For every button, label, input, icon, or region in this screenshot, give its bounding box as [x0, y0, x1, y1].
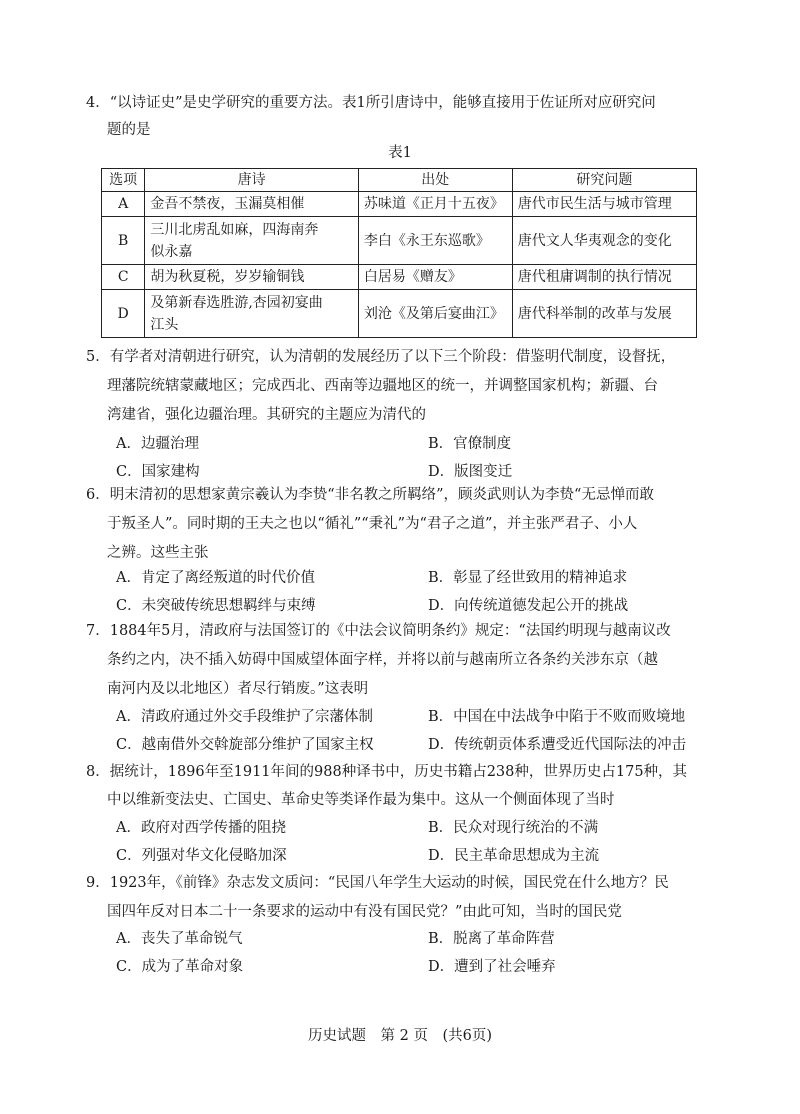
row-option: D — [102, 290, 145, 338]
q8-option-b[interactable]: B．民众对现行统治的不满 — [428, 820, 599, 836]
row-source: 李白《永王东巡歌》 — [358, 217, 512, 265]
q9-stem-line2: 国四年反对日本二十一条要求的运动中有没有国民党？”由此可知，当时的国民党 — [107, 904, 622, 920]
q5-option-a[interactable]: A．边疆治理 — [116, 436, 199, 452]
q4-stem-line2: 题的是 — [107, 122, 151, 138]
row-source: 刘沧《及第后宴曲江》 — [358, 290, 512, 338]
table-row — [102, 290, 697, 338]
poem-line: 胡为秋夏税，岁岁输铜钱 — [150, 269, 305, 285]
q6-option-a[interactable]: A．肯定了离经叛道的时代价值 — [116, 570, 315, 586]
row-issue: 唐代科举制的改革与发展 — [512, 290, 696, 338]
q5-stem-line3: 湾建省，强化边疆治理。其研究的主题应为清代的 — [107, 407, 426, 423]
q8-option-d[interactable]: D．民主革命思想成为主流 — [428, 848, 600, 864]
q7-option-c[interactable]: C．越南借外交斡旋部分维护了国家主权 — [116, 737, 374, 753]
q9-option-b[interactable]: B．脱离了革命阵营 — [428, 931, 555, 947]
table-header-row — [102, 169, 697, 192]
q9-stem-line1: 9．1923年，《前锋》杂志发文质问：“民国八年学生大运动的时候，国民党在什么地方？民 — [86, 875, 669, 891]
q6-option-d[interactable]: D．向传统道德发起公开的挑战 — [428, 598, 629, 614]
row-option: B — [102, 217, 145, 265]
q8-option-c[interactable]: C．列强对华文化侵略加深 — [116, 848, 287, 864]
q7-stem-line1: 7．1884年5月，清政府与法国签订的《中法会议简明条约》规定：“法国约明现与越南议改 — [86, 623, 671, 639]
row-poem — [145, 265, 359, 290]
poem-line: 似永嘉 — [150, 243, 193, 260]
q6-option-b[interactable]: B．彰显了经世致用的精神追求 — [428, 570, 628, 586]
row-source: 苏味道《正月十五夜》 — [358, 192, 512, 217]
q7-stem-line3: 南河内及以北地区）者尽行销废。”这表明 — [107, 681, 369, 697]
q6-stem-line3: 之辨。这些主张 — [107, 545, 209, 561]
q7-option-d[interactable]: D．传统朝贡体系遭受近代国际法的冲击 — [428, 737, 687, 753]
q9-option-a[interactable]: A．丧失了革命锐气 — [116, 931, 243, 947]
table-header: 研究问题 — [512, 169, 696, 192]
q8-stem-line1: 8．据统计，1896年至1911年间的988种译书中，历史书籍占238种，世界历史占175种，其 — [86, 764, 688, 780]
q9-option-c[interactable]: C．成为了革命对象 — [116, 959, 244, 975]
q8-option-a[interactable]: A．政府对西学传播的阻挠 — [116, 820, 286, 836]
q4-stem-line1: 4．“以诗证史”是史学研究的重要方法。表1所引唐诗中，能够直接用于佐证所对应研究问 — [86, 95, 656, 111]
poem-line: 三川北虏乱如麻，四海南奔 — [150, 221, 319, 238]
q5-option-c[interactable]: C．国家建构 — [116, 464, 200, 480]
q6-stem-line1: 6．明末清初的思想家黄宗羲认为李贽“非名教之所羁络”，顾炎武则认为李贽“无忌惮而敢 — [86, 487, 654, 503]
row-issue: 唐代文人华夷观念的变化 — [512, 217, 696, 265]
q6-stem-line2: 于叛圣人”。同时期的王夫之也以“循礼”“秉礼”为“君子之道”，并主张严君子、小人 — [107, 516, 638, 532]
table-row — [102, 192, 697, 217]
q9-option-d[interactable]: D．遭到了社会唾弃 — [428, 959, 556, 975]
row-poem — [145, 290, 359, 338]
table-header: 唐诗 — [145, 169, 359, 192]
page-footer: 历史试题 第 2 页 (共6页) — [308, 1028, 492, 1044]
q6-option-c[interactable]: C．未突破传统思想羁绊与束缚 — [116, 598, 316, 614]
row-poem — [145, 192, 359, 217]
row-option: C — [102, 265, 145, 290]
poem-line: 金吾不禁夜，玉漏莫相催 — [150, 196, 305, 212]
table-header: 选项 — [102, 169, 145, 192]
row-issue: 唐代市民生活与城市管理 — [512, 192, 696, 217]
poem-line: 及第新春选胜游,杏园初宴曲 — [150, 294, 323, 311]
table-row — [102, 265, 697, 290]
q7-stem-line2: 条约之内，决不插入妨碍中国威望体面字样，并将以前与越南所立各条约关涉东京（越 — [107, 652, 658, 668]
q5-option-b[interactable]: B．官僚制度 — [428, 436, 512, 452]
q8-stem-line2: 中以维新变法史、亡国史、革命史等类译作最为集中。这从一个侧面体现了当时 — [107, 792, 615, 808]
q5-option-d[interactable]: D．版图变迁 — [428, 464, 513, 480]
table-caption: 表1 — [388, 145, 412, 161]
tang-poem-table — [101, 168, 697, 338]
table-header: 出处 — [358, 169, 512, 192]
row-poem — [145, 217, 359, 265]
q7-option-a[interactable]: A．清政府通过外交手段维护了宗藩体制 — [116, 709, 373, 725]
q7-option-b[interactable]: B．中国在中法战争中陷于不败而败境地 — [428, 709, 686, 725]
row-issue: 唐代租庸调制的执行情况 — [512, 265, 696, 290]
row-option: A — [102, 192, 145, 217]
q5-stem-line2: 理藩院统辖蒙藏地区；完成西北、西南等边疆地区的统一，并调整国家机构；新疆、台 — [107, 378, 658, 394]
table-row — [102, 217, 697, 265]
poem-line: 江头 — [150, 316, 179, 333]
row-source: 白居易《赠友》 — [358, 265, 512, 290]
q5-stem-line1: 5．有学者对清朝进行研究，认为清朝的发展经历了以下三个阶段：借鉴明代制度，设督抚， — [86, 349, 676, 365]
